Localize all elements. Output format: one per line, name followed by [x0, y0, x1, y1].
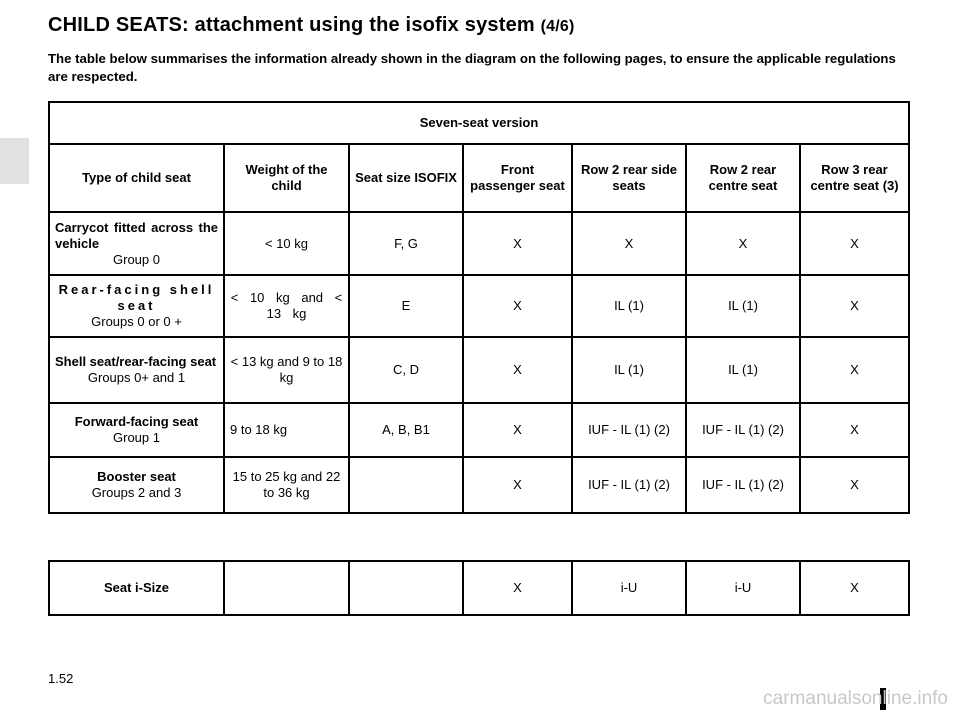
type-group: Groups 0+ and 1	[87, 370, 186, 385]
isize-row	[49, 561, 909, 615]
header-row2-side: Row 2 rear side seats	[572, 144, 686, 212]
type-cell	[49, 403, 224, 457]
front-cell: X	[463, 212, 572, 275]
row2-centre-cell: IL (1)	[686, 275, 800, 337]
row2-centre-cell: IUF - IL (1) (2)	[686, 457, 800, 513]
type-cell	[49, 212, 224, 275]
row2-centre-cell: IUF - IL (1) (2)	[686, 403, 800, 457]
row2-side-cell: IL (1)	[572, 337, 686, 403]
isize-label: Seat i-Size	[49, 561, 224, 615]
type-name: Booster seat	[97, 469, 176, 484]
row2-side-cell: IUF - IL (1) (2)	[572, 457, 686, 513]
front-cell: X	[463, 337, 572, 403]
size-cell: C, D	[349, 337, 463, 403]
weight-cell: < 10 kg and < 13 kg	[224, 275, 349, 337]
isize-row2-centre-cell: i-U	[686, 561, 800, 615]
header-row	[49, 144, 909, 212]
header-row2-centre: Row 2 rear centre seat	[686, 144, 800, 212]
watermark-text: carmanualsonline.info	[763, 688, 948, 709]
table-row	[49, 457, 909, 513]
front-cell: X	[463, 457, 572, 513]
row3-centre-cell: X	[800, 457, 909, 513]
front-cell: X	[463, 275, 572, 337]
table-row	[49, 275, 909, 337]
header-size: Seat size ISOFIX	[349, 144, 463, 212]
weight-cell: 9 to 18 kg	[224, 403, 349, 457]
page-number: 1.52	[48, 671, 74, 686]
child-seat-table	[48, 101, 910, 514]
type-name: Shell seat/rear-facing seat	[55, 354, 217, 369]
front-cell: X	[463, 403, 572, 457]
size-cell	[349, 457, 463, 513]
row2-centre-cell: X	[686, 212, 800, 275]
isize-row2-side-cell: i-U	[572, 561, 686, 615]
row3-centre-cell: X	[800, 337, 909, 403]
type-group: Groups 0 or 0 +	[91, 314, 182, 329]
isize-row3-centre-cell: X	[800, 561, 909, 615]
type-cell	[49, 457, 224, 513]
type-group: Group 1	[113, 430, 160, 445]
type-name: Rear-facing shell seat	[58, 282, 215, 313]
page-title	[48, 14, 575, 37]
size-cell: A, B, B1	[349, 403, 463, 457]
section-tab-marker	[0, 138, 29, 184]
header-front-passenger: Front passenger seat	[463, 144, 572, 212]
page-title-text: CHILD SEATS: attachment using the isofix system	[48, 14, 535, 36]
table-row	[49, 337, 909, 403]
row3-centre-cell: X	[800, 212, 909, 275]
weight-cell: < 13 kg and 9 to 18 kg	[224, 337, 349, 403]
row2-centre-cell: IL (1)	[686, 337, 800, 403]
type-group: Group 0	[113, 251, 160, 267]
header-row3-centre: Row 3 rear centre seat (3)	[800, 144, 909, 212]
header-type: Type of child seat	[49, 144, 224, 212]
size-cell: F, G	[349, 212, 463, 275]
table-row	[49, 403, 909, 457]
isize-table	[48, 560, 910, 616]
type-group: Groups 2 and 3	[91, 485, 182, 500]
row3-centre-cell: X	[800, 403, 909, 457]
weight-cell: 15 to 25 kg and 22 to 36 kg	[224, 457, 349, 513]
weight-cell: < 10 kg	[224, 212, 349, 275]
isize-weight-cell	[224, 561, 349, 615]
row2-side-cell: IL (1)	[572, 275, 686, 337]
type-cell	[49, 275, 224, 337]
isize-front-cell: X	[463, 561, 572, 615]
type-name: Carrycot fitted across the vehicle	[55, 219, 218, 251]
page-title-part: (4/6)	[540, 18, 575, 35]
row2-side-cell: IUF - IL (1) (2)	[572, 403, 686, 457]
type-name: Forward-facing seat	[74, 414, 199, 429]
row3-centre-cell: X	[800, 275, 909, 337]
isize-size-cell	[349, 561, 463, 615]
table-caption: Seven-seat version	[49, 102, 909, 144]
intro-text: The table below summarises the information already shown in the diagram on the following pages, to ensure the applicable regulations are respected.	[48, 51, 896, 84]
table-row	[49, 212, 909, 275]
size-cell: E	[349, 275, 463, 337]
type-cell	[49, 337, 224, 403]
row2-side-cell: X	[572, 212, 686, 275]
header-weight: Weight of the child	[224, 144, 349, 212]
